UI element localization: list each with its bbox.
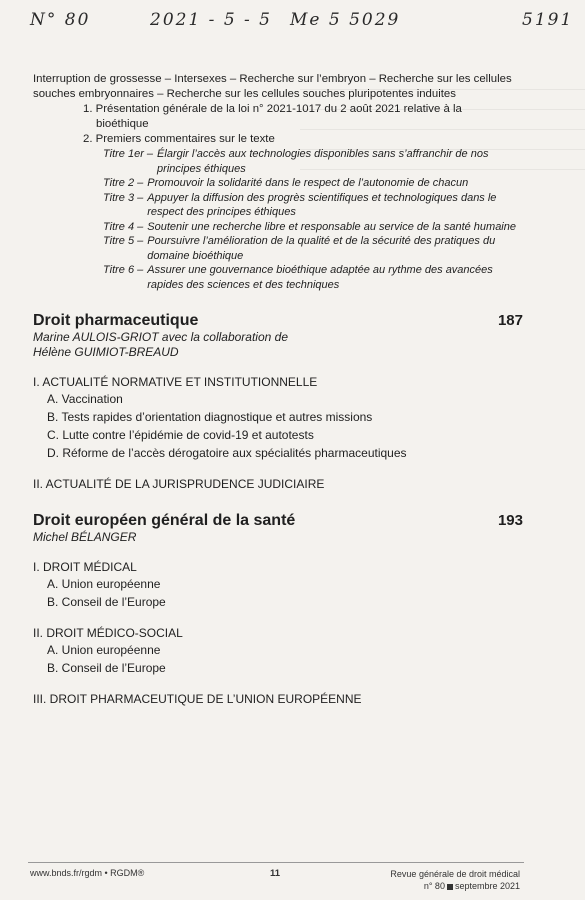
section-author: Michel BÉLANGER [33, 530, 137, 544]
table-of-contents [33, 72, 523, 707]
footer-journal-name: Revue générale de droit médical [390, 869, 520, 879]
sub-item: A. Union européenne [47, 577, 161, 591]
part-heading: II. ACTUALITÉ DE LA JURISPRUDENCE JUDICIAIRE [33, 477, 325, 491]
titre-item: Titre 3 – Appuyer la diffusion des progrès scientifiques et technologiques dans le respect des principes éthiques [103, 191, 497, 218]
titre-item: Titre 4 – Soutenir une recherche libre et responsable au service de la santé humaine [103, 220, 516, 233]
sub-item: B. Conseil de l’Europe [47, 661, 166, 675]
sub-item: D. Réforme de l’accès dérogatoire aux spécialités pharmaceutiques [47, 446, 407, 460]
sub-item: A. Union européenne [47, 643, 161, 657]
section-title: Droit européen général de la santé [33, 512, 296, 529]
section-header [33, 512, 523, 530]
part-heading: III. DROIT PHARMACEUTIQUE DE L’UNION EUROPÉENNE [33, 692, 362, 706]
footer-issue: n° 80 septembre 2021 [423, 881, 520, 891]
part-heading: I. DROIT MÉDICAL [33, 560, 137, 574]
intro-keywords: Interruption de grossesse – Intersexes – Recherche sur l’embryon – Recherche sur les cellules souches embryonnaires – Recherche sur les cellules souches pluripotentes induites [33, 73, 512, 100]
titre-list [33, 147, 523, 292]
part-heading: I. ACTUALITÉ NORMATIVE ET INSTITUTIONNELLE [33, 375, 318, 389]
handwritten-number: N° 80 [30, 10, 91, 30]
intro-item-1: 1. Présentation générale de la loi n° 2021-1017 du 2 août 2021 relative à la [83, 103, 462, 115]
sub-item: B. Conseil de l’Europe [47, 595, 166, 609]
handwritten-code: Me 5 5029 [290, 10, 401, 30]
handwritten-page: 5191 [522, 10, 574, 30]
titre-item: Titre 5 – Poursuivre l’amélioration de la qualité et de la sécurité des pratiques du domaine bioéthique [103, 235, 496, 262]
footer-journal-info [390, 868, 520, 892]
sub-item: B. Tests rapides d’orientation diagnostique et autres missions [47, 410, 373, 424]
section-author: Hélène GUIMIOT-BREAUD [33, 345, 179, 359]
handwritten-date: 2021 - 5 - 5 [150, 10, 272, 30]
section-title: Droit pharmaceutique [33, 312, 199, 329]
square-bullet-icon [447, 884, 453, 890]
titre-item: Titre 2 – Promouvoir la solidarité dans le respect de l’autonomie de chacun [103, 177, 469, 189]
section-header [33, 312, 523, 330]
section-page-number: 193 [497, 512, 523, 529]
sub-item: A. Vaccination [47, 392, 123, 406]
footer-website: www.bnds.fr/rgdm • RGDM® [30, 868, 145, 878]
section-author: Marine AULOIS-GRIOT avec la collaboration de [33, 330, 288, 344]
footer-divider [28, 862, 524, 863]
part-heading: II. DROIT MÉDICO-SOCIAL [33, 626, 183, 640]
section-page-number: 187 [497, 312, 523, 329]
titre-item: Titre 1er – Élargir l’accès aux technologies disponibles sans s’affranchir de nos principes éthiques [103, 148, 489, 175]
intro-item-1-cont: bioéthique [96, 118, 149, 130]
intro-item-2: 2. Premiers commentaires sur le texte [83, 133, 275, 145]
titre-item: Titre 6 – Assurer une gouvernance bioéthique adaptée au rythme des avancées rapides des sciences et des techniques [103, 264, 493, 291]
sub-item: C. Lutte contre l’épidémie de covid-19 et autotests [47, 428, 314, 442]
footer-page-number: 11 [270, 868, 281, 879]
